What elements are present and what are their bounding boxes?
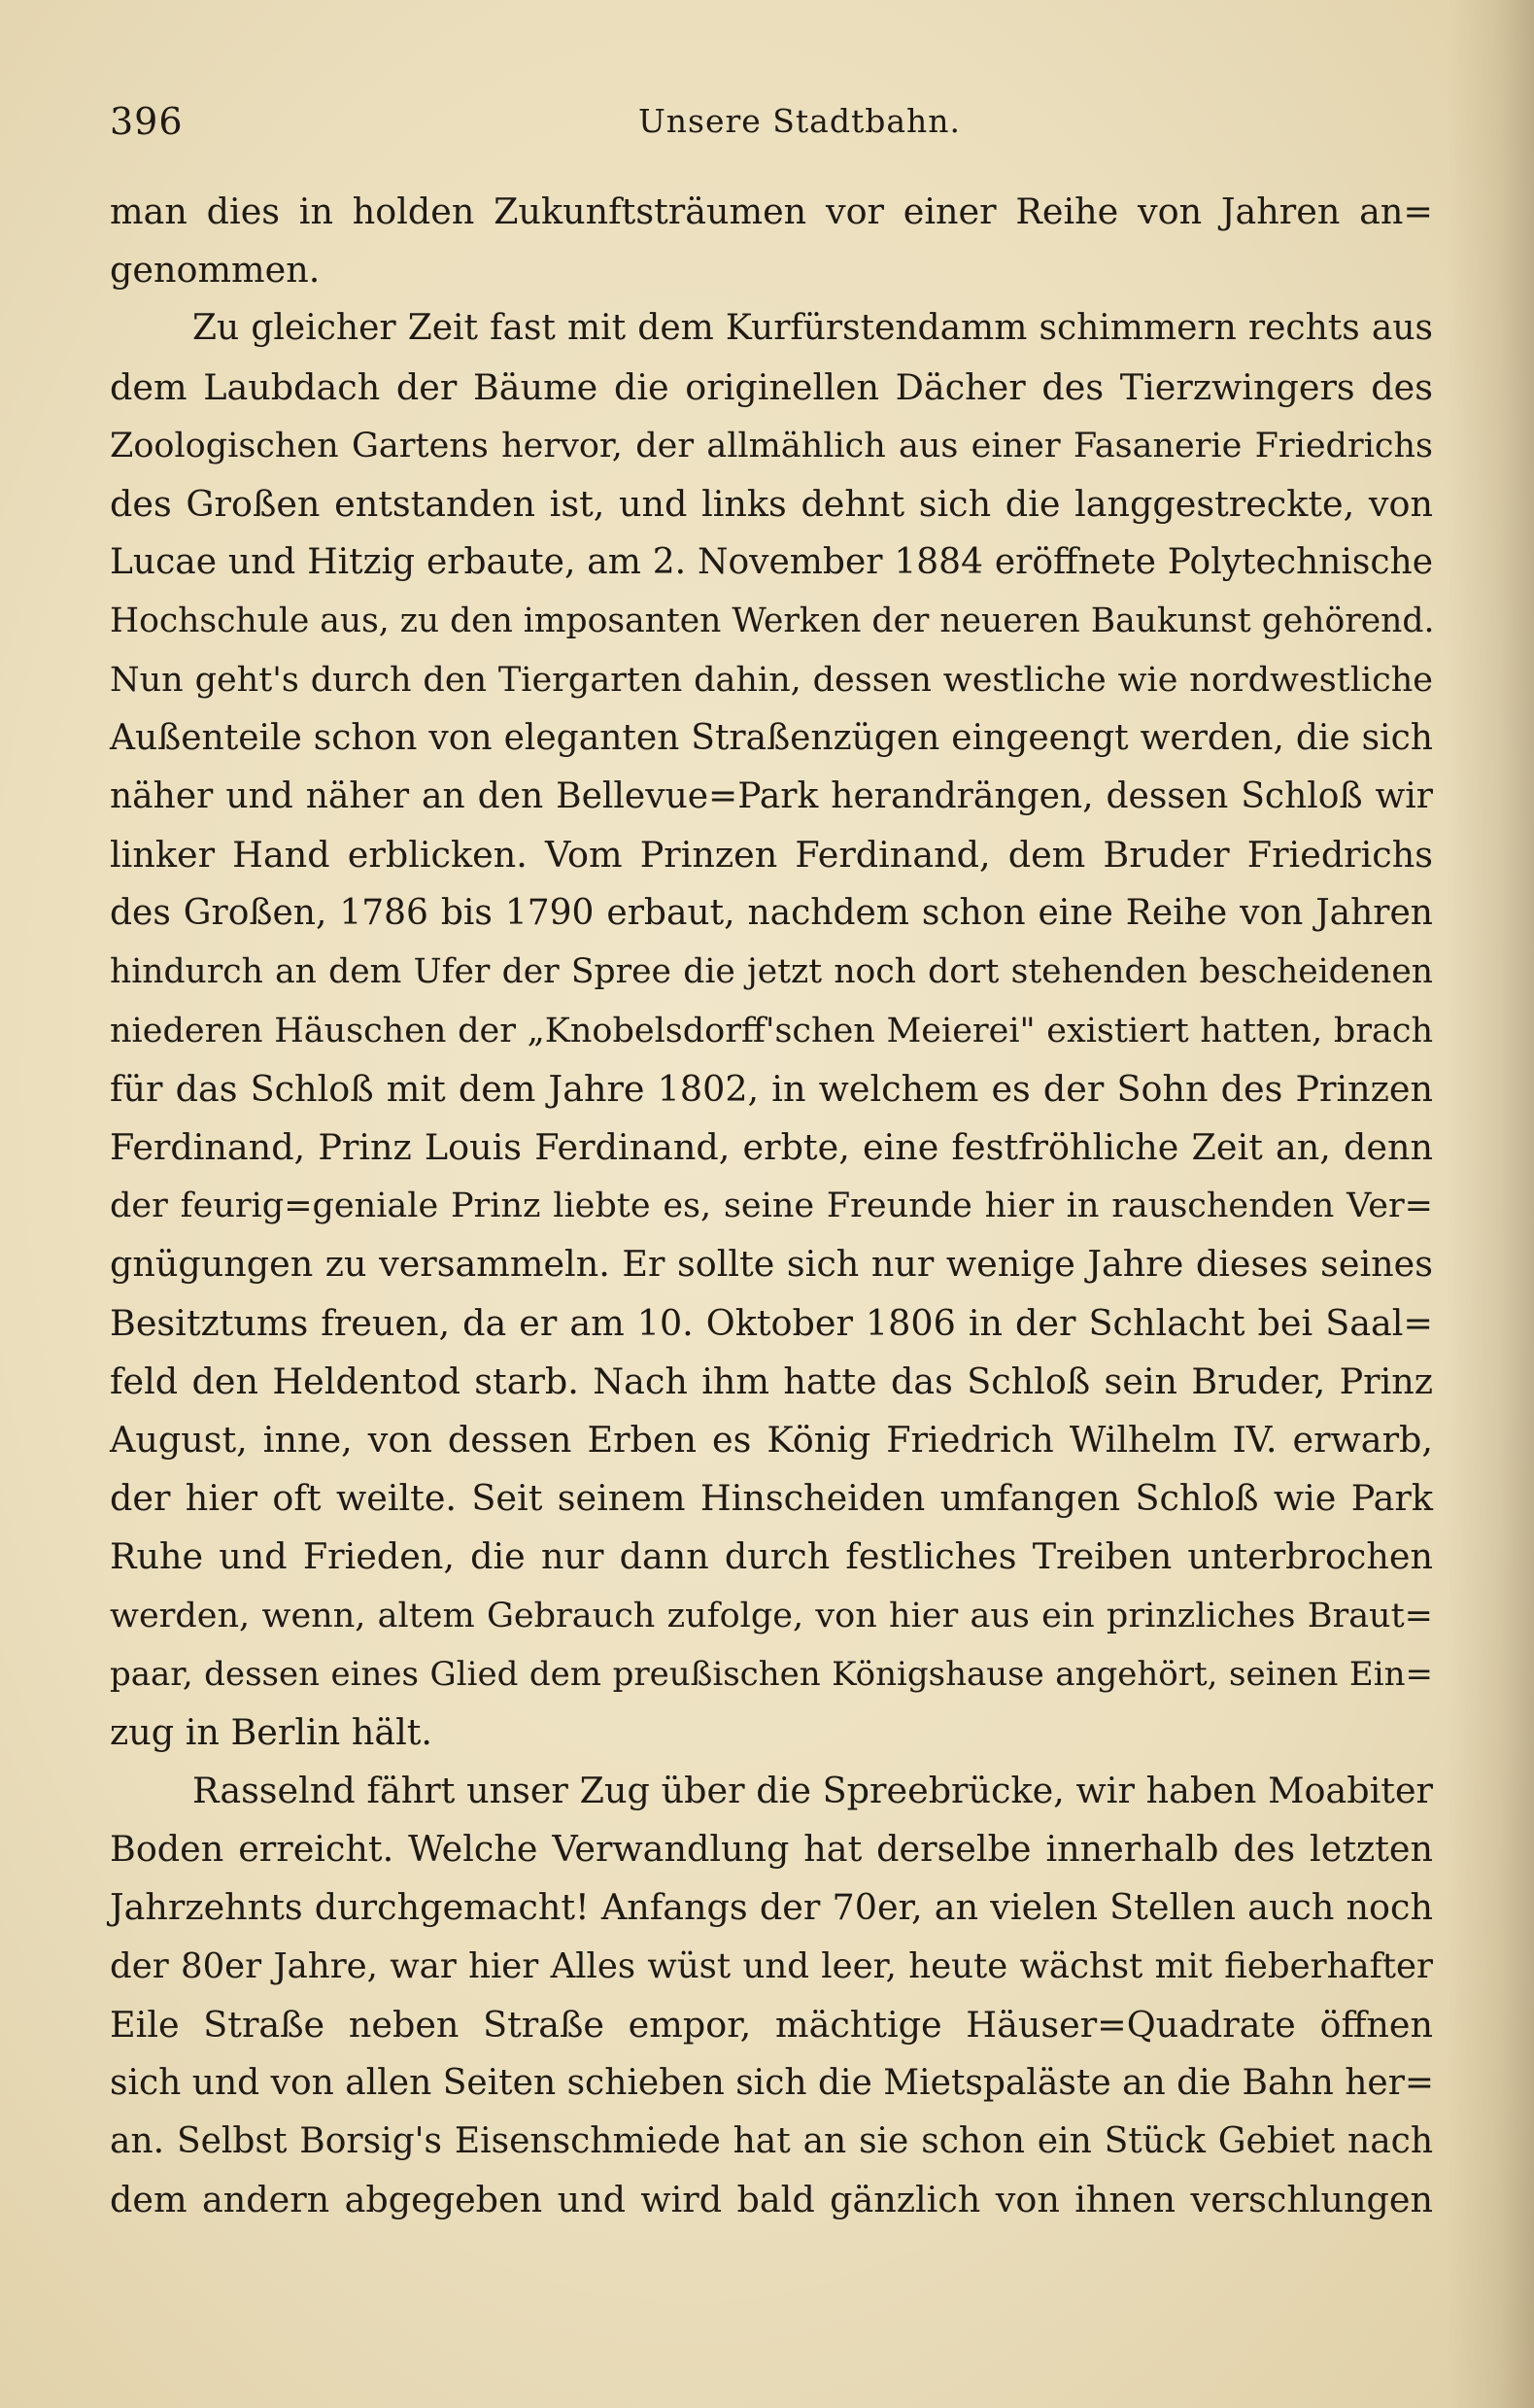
text-line: näher und näher an den Bellevue=Park herandrängen, dessen Schloß wir [110, 775, 1433, 816]
text-line: niederen Häuschen der „Knobelsdorff'schen Meierei" existiert hatten, brach [110, 1011, 1433, 1050]
text-line: Ruhe und Frieden, die nur dann durch festliches Treiben unterbrochen [110, 1535, 1433, 1578]
text-line: dem Laubdach der Bäume die originellen Dächer des Tierzwingers des [110, 365, 1433, 408]
text-line: paar, dessen eines Glied dem preußischen Königshause angehört, seinen Ein= [110, 1654, 1433, 1694]
text-line: Hochschule aus, zu den imposanten Werken der neueren Baukunst gehörend. [110, 602, 1435, 641]
text-line: man dies in holden Zukunftsträumen vor einer Reihe von Jahren an= [110, 190, 1433, 232]
text-line: an. Selbst Borsig's Eisenschmiede hat an sie schon ein Stück Gebiet nach [110, 2121, 1433, 2162]
text-line: für das Schloß mit dem Jahre 1802, in welchem es der Sohn des Prinzen [110, 1067, 1433, 1110]
text-line: Zoologischen Gartens hervor, der allmählich aus einer Fasanerie Friedrichs [110, 426, 1433, 465]
text-line: des Großen entstanden ist, und links dehnt sich die langgestreckte, von [110, 482, 1433, 525]
text-line: der 80er Jahre, war hier Alles wüst und leer, heute wächst mit fieberhafter [110, 1945, 1433, 1986]
text-line: Rasselnd fährt unser Zug über die Spreebrücke, wir haben Moabiter [192, 1770, 1433, 1812]
text-line: August, inne, von dessen Erben es König Friedrich Wilhelm IV. erwarb, [110, 1418, 1433, 1461]
text-line: feld den Heldentod starb. Nach ihm hatte das Schloß sein Bruder, Prinz [110, 1359, 1433, 1402]
text-line: Zu gleicher Zeit fast mit dem Kurfürstendamm schimmern rechts aus [192, 308, 1433, 349]
body-text [110, 183, 1433, 2230]
text-line: der feurig=geniale Prinz liebte es, seine Freunde hier in rauschenden Ver= [110, 1187, 1433, 1226]
text-line: der hier oft weilte. Seit seinem Hinscheiden umfangen Schloß wie Park [110, 1477, 1433, 1520]
text-line: werden, wenn, altem Gebrauch zufolge, von hier aus ein prinzliches Braut= [110, 1596, 1433, 1635]
text-line: Außenteile schon von eleganten Straßenzügen eingeengt werden, die sich [110, 717, 1433, 758]
text-line: Boden erreicht. Welche Verwandlung hat derselbe innerhalb des letzten [110, 1828, 1433, 1871]
text-line: Nun geht's durch den Tiergarten dahin, dessen westliche wie nordwestliche [110, 660, 1433, 700]
text-line: genommen. [110, 249, 321, 292]
page-edge-shadow [1447, 0, 1534, 2408]
text-line: Lucae und Hitzig erbaute, am 2. November 1884 eröffnete Polytechnische [110, 542, 1433, 583]
text-line: hindurch an dem Ufer der Spree die jetzt noch dort stehenden bescheidenen [110, 952, 1433, 992]
text-line: gnügungen zu versammeln. Er sollte sich nur wenige Jahre dieses seines [110, 1243, 1433, 1286]
text-line: Besitztums freuen, da er am 10. Oktober 1806 in der Schlacht bei Saal= [110, 1301, 1433, 1344]
text-line: Eile Straße neben Straße empor, mächtige Häuser=Quadrate öffnen [110, 2003, 1433, 2046]
running-title: Unsere Stadtbahn. [637, 102, 962, 140]
text-line: Jahrzehnts durchgemacht! Anfangs der 70er, an vielen Stellen auch noch [110, 1886, 1433, 1929]
page-header [110, 92, 1433, 151]
text-line: sich und von allen Seiten schieben sich die Mietspaläste an die Bahn her= [110, 2063, 1435, 2103]
text-line: dem andern abgegeben und wird bald gänzlich von ihnen verschlungen [110, 2179, 1433, 2221]
text-line: zug in Berlin hält. [110, 1710, 433, 1753]
text-line: Ferdinand, Prinz Louis Ferdinand, erbte, eine festfröhliche Zeit an, denn [110, 1126, 1433, 1168]
text-line: des Großen, 1786 bis 1790 erbaut, nachdem schon eine Reihe von Jahren [110, 893, 1433, 934]
text-line: linker Hand erblicken. Vom Prinzen Ferdinand, dem Bruder Friedrichs [110, 834, 1433, 877]
page-number: 396 [110, 100, 184, 143]
